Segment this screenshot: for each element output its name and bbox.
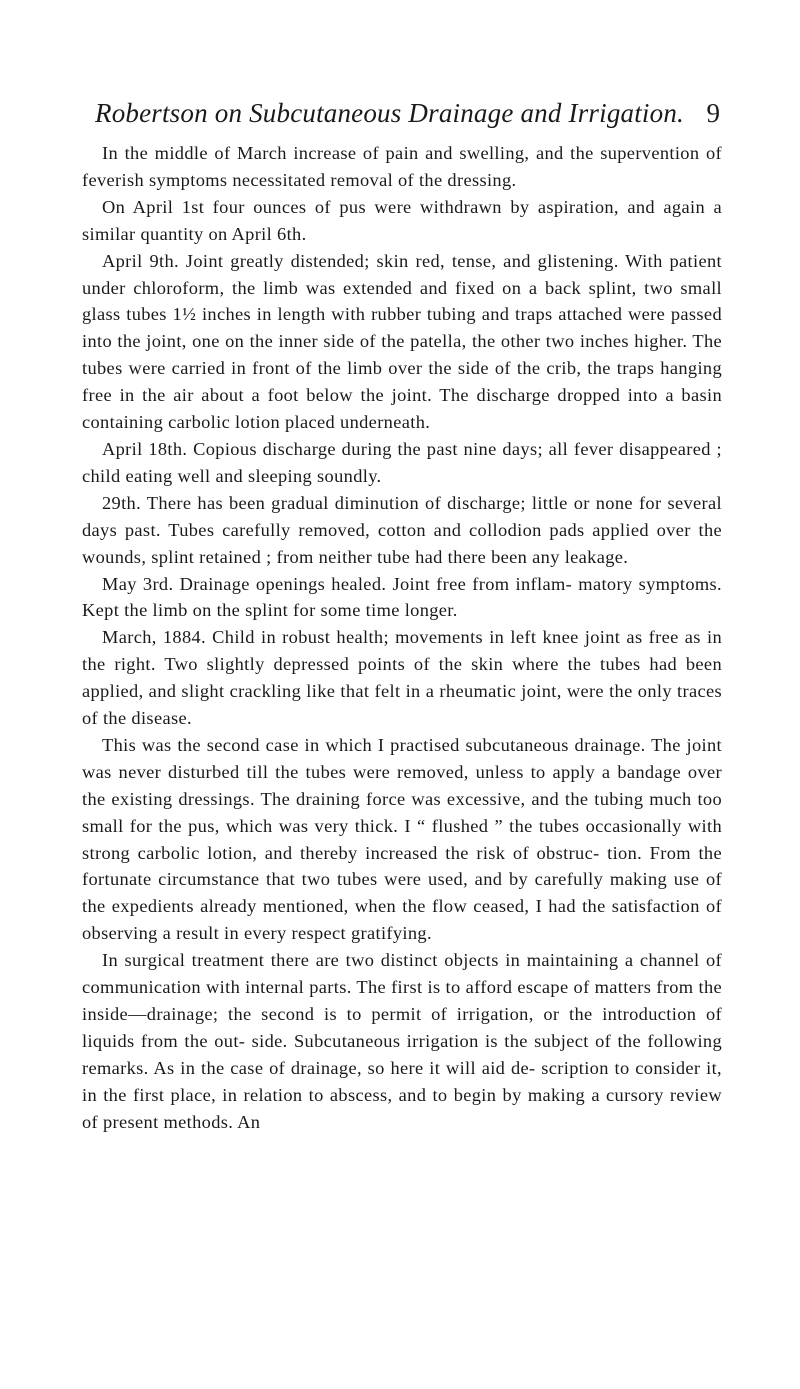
running-head bbox=[95, 95, 720, 131]
paragraph-surgical-treatment: In surgical treatment there are two distinct objects in maintaining a channel of communication with internal parts. The first is to afford escape of matters from the inside—drainage; the second is to permit of irrigation, or the introduction of liquids from the out- side. Subcutaneous irrigation is the subject of the following remarks. As in the case of drainage, so here it will aid de- scription to consider it, in the first place, in relation to abscess, and to begin by making a cursory review of present methods. An bbox=[82, 950, 722, 1132]
paragraph-april-9th: April 9th. Joint greatly distended; skin red, tense, and glistening. With patient under chloroform, the limb was extended and fixed on a back splint, two small glass tubes 1½ inches in length with rubber tubing and traps attached were passed into the joint, one on the inner side of the patella, the other two inches higher. The tubes were carried in front of the limb over the side of the crib, the traps hanging free in the air about a foot below the joint. The discharge dropped into a basin containing carbolic lotion placed underneath. bbox=[82, 250, 722, 433]
running-title: Robertson on Subcutaneous Drainage and Irrigation. bbox=[95, 98, 684, 128]
paragraph-march-swelling: In the middle of March increase of pain and swelling, and the supervention of feverish symptoms necessitated removal of the dressing. bbox=[82, 143, 722, 190]
paragraph-march-1884: March, 1884. Child in robust health; movements in left knee joint as free as in the right. Two slightly depressed points of the skin where the tubes had been applied, and slight crackling like that felt in a rheumatic joint, were the only traces of the disease. bbox=[82, 627, 722, 729]
body-text bbox=[82, 140, 722, 1136]
page-number: 9 bbox=[706, 98, 720, 128]
paragraph-second-case: This was the second case in which I practised subcutaneous drainage. The joint was never disturbed till the tubes were removed, unless to apply a bandage over the existing dressings. The draining force was excessive, and the tubing much too small for the pus, which was very thick. I “ flushed ” the tubes occasionally with strong carbolic lotion, and thereby increased the risk of obstruc- tion. From the fortunate circumstance that two tubes were used, and by carefully making use of the expedients already mentioned, when the flow ceased, I had the satisfaction of observing a result in every respect gratifying. bbox=[82, 734, 722, 944]
paragraph-may-3rd: May 3rd. Drainage openings healed. Joint free from inflam- matory symptoms. Kept the limb on the splint for some time longer. bbox=[82, 573, 722, 621]
paragraph-april-1st: On April 1st four ounces of pus were withdrawn by aspiration, and again a similar quantity on April 6th. bbox=[82, 196, 722, 244]
paragraph-29th: 29th. There has been gradual diminution of discharge; little or none for several days past. Tubes carefully removed, cotton and collodion pads applied over the wounds, splint retained ; from neither tube had there been any leakage. bbox=[82, 492, 722, 567]
paragraph-april-18th: April 18th. Copious discharge during the past nine days; all fever disappeared ; child eating well and sleeping soundly. bbox=[82, 438, 722, 486]
